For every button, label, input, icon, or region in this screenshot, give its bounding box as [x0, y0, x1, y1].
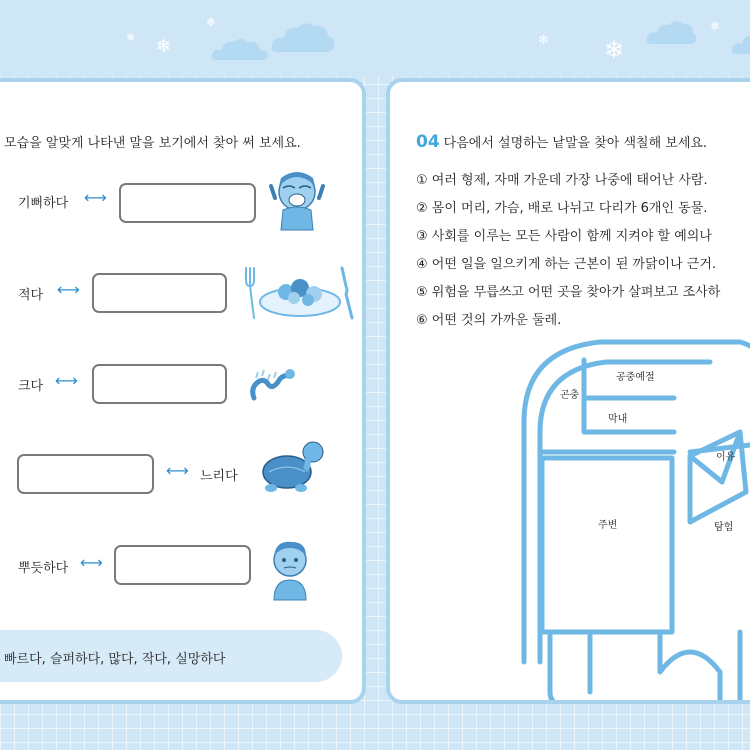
row-label-2: 적다 — [18, 288, 44, 303]
cloud-icon — [270, 20, 336, 54]
answer-box-4[interactable] — [17, 454, 154, 494]
word-tamheom[interactable]: 탐험 — [714, 522, 734, 533]
double-arrow-icon: ⟷ — [84, 188, 107, 207]
clue-1: ① 여러 형제, 자매 가운데 가장 나중에 태어난 사람. — [416, 173, 708, 188]
double-arrow-icon: ⟷ — [55, 371, 78, 390]
happy-girl-illustration — [269, 168, 325, 232]
snowflake-icon: ❄ — [538, 33, 549, 48]
clue-6: ⑥ 어떤 것의 가까운 둘레. — [416, 313, 562, 328]
row-label-5: 뿌듯하다 — [18, 561, 69, 576]
row-label-1: 기뻐하다 — [18, 196, 69, 211]
clue-2: ② 몸이 머리, 가슴, 배로 나뉘고 다리가 6개인 동물. — [416, 201, 708, 216]
word-gonchung[interactable]: 곤충 — [560, 390, 580, 401]
boy-illustration — [266, 536, 314, 602]
cloud-icon — [645, 18, 697, 46]
right-instruction-line — [416, 132, 707, 152]
cloud-icon — [210, 36, 270, 62]
clue-4: ④ 어떤 일을 일으키게 하는 근본이 된 까닭이나 근거. — [416, 257, 717, 272]
word-gongjung-yejeol[interactable]: 공중예절 — [616, 372, 655, 383]
left-instruction: 모습을 알맞게 나타낸 말을 보기에서 찾아 써 보세요. — [4, 136, 301, 151]
snowflake-icon: ❄ — [126, 31, 136, 44]
row-label-4: 느리다 — [200, 469, 238, 484]
double-arrow-icon: ⟷ — [166, 461, 189, 480]
clue-5: ⑤ 위험을 무릅쓰고 어떤 곳을 찾아가 살펴보고 조사하 — [416, 285, 721, 300]
row-label-3: 크다 — [18, 379, 44, 394]
word-bank-words: 빠르다, 슬퍼하다, 많다, 작다, 실망하다 — [4, 652, 226, 667]
answer-box-1[interactable] — [119, 183, 256, 223]
left-worksheet-page — [0, 78, 366, 704]
dragon-toy-illustration — [246, 360, 296, 404]
turtle-illustration — [257, 438, 327, 494]
snowflake-icon: ❄ — [604, 36, 625, 64]
right-instruction: 다음에서 설명하는 낱말을 찾아 색칠해 보세요. — [443, 136, 708, 151]
double-arrow-icon: ⟷ — [80, 553, 103, 572]
clue-3: ③ 사회를 이루는 모든 사람이 함께 지켜야 할 예의나 — [416, 229, 712, 244]
word-jubyeon[interactable]: 주변 — [598, 520, 618, 531]
answer-box-2[interactable] — [92, 273, 227, 313]
word-bank — [0, 630, 342, 682]
double-arrow-icon: ⟷ — [57, 280, 80, 299]
word-iyu[interactable]: 이유 — [716, 452, 736, 463]
answer-box-3[interactable] — [92, 364, 227, 404]
snowflake-icon: ❄ — [156, 36, 172, 57]
header-band — [0, 0, 750, 76]
food-plate-illustration — [242, 264, 358, 322]
cloud-icon — [730, 30, 750, 56]
question-number: 04 — [416, 132, 440, 152]
snowflake-icon: ❄ — [710, 19, 721, 33]
word-maknae[interactable]: 막내 — [608, 414, 628, 425]
right-worksheet-page — [386, 78, 750, 704]
answer-box-5[interactable] — [114, 545, 251, 585]
snowflake-icon: ❄ — [206, 15, 217, 29]
